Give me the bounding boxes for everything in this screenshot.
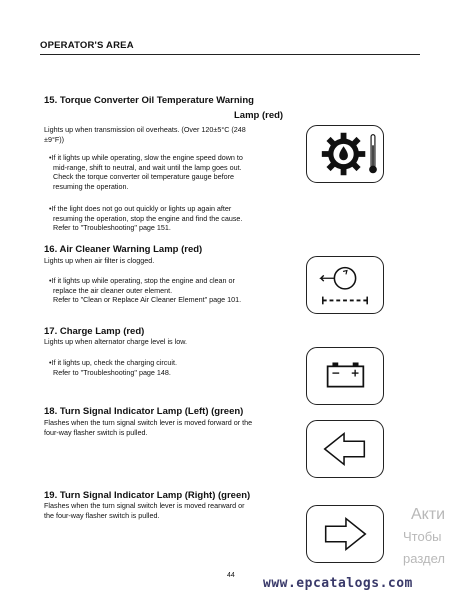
section-15-bullet-1: •If it lights up while operating, slow the engine speed down to mid-range, shift to neutral, and wait until the lamp goes out. Check the torque converter oil temperature gauge before resuming the operation. <box>49 153 243 191</box>
section-17-title: 17. Charge Lamp (red) <box>44 326 145 337</box>
section-15-title-cont: Lamp (red) <box>234 110 284 121</box>
turn-signal-left-lamp <box>306 420 384 478</box>
right-arrow-icon <box>307 506 383 562</box>
left-arrow-icon <box>307 421 383 477</box>
activation-overlay-line-1: Акти <box>411 506 446 523</box>
section-15-title: 15. Torque Converter Oil Temperature Warning <box>44 95 254 106</box>
battery-icon <box>307 348 383 404</box>
page-number: 44 <box>227 572 235 579</box>
section-19-title: 19. Turn Signal Indicator Lamp (Right) (green) <box>44 490 251 501</box>
air-cleaner-lamp <box>306 256 384 314</box>
charge-lamp <box>306 347 384 405</box>
page-header: OPERATOR'S AREA <box>40 40 134 51</box>
turn-signal-right-lamp <box>306 505 384 563</box>
section-15-bullet-2: •If the light does not go out quickly or lights up again after resuming the operation, stop the engine and find the cause. Refer to "Troubleshooting" page 151. <box>49 204 243 233</box>
section-18-title: 18. Turn Signal Indicator Lamp (Left) (green) <box>44 406 244 417</box>
section-15-desc: Lights up when transmission oil overheats. (Over 120±5°C (248 ±9°F)) <box>44 125 246 144</box>
section-16-bullet-1: •If it lights up while operating, stop the engine and clean or replace the air cleaner outer element. Refer to "Clean or Replace Air Cleaner Element" page 101. <box>49 276 242 305</box>
activation-overlay-line-3: раздел <box>403 551 445 566</box>
section-18-desc: Flashes when the turn signal switch lever is moved forward or the four-way flasher switch is pulled. <box>44 418 253 437</box>
torque-oil-temp-lamp <box>306 125 384 183</box>
section-16-title: 16. Air Cleaner Warning Lamp (red) <box>44 244 203 255</box>
section-19-desc: Flashes when the turn signal switch lever is moved rearward or the four-way flasher switch is pulled. <box>44 501 245 520</box>
air-cleaner-icon <box>307 257 383 313</box>
header-rule <box>40 54 420 55</box>
watermark: www.epcatalogs.com <box>263 576 413 591</box>
activation-overlay-line-2: Чтобы <box>403 529 442 544</box>
gear-oil-temperature-icon <box>307 126 383 182</box>
section-17-desc: Lights up when alternator charge level is low. <box>44 337 188 346</box>
section-17-bullet-1: •If it lights up, check the charging circuit. Refer to "Troubleshooting" page 148. <box>49 358 177 377</box>
section-16-desc: Lights up when air filter is clogged. <box>44 256 155 265</box>
